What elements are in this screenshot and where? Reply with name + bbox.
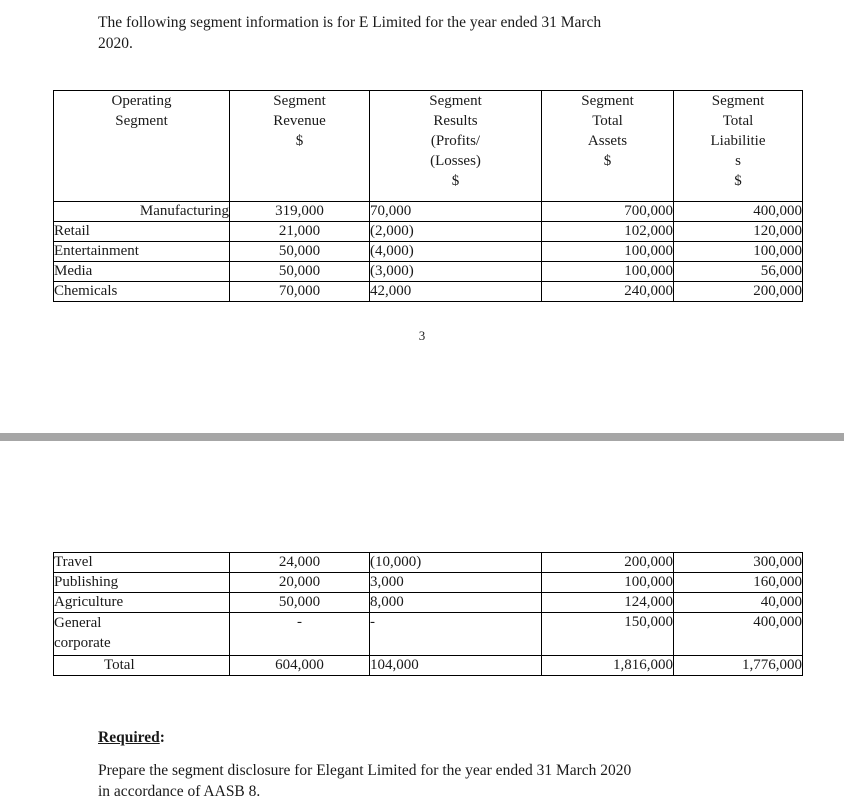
cell-segment-assets: 102,000 [542,222,674,242]
header-line: $ [603,153,612,169]
header-line: $ [734,173,742,189]
cell-total-liabilities: 1,776,000 [674,656,803,676]
header-line: $ [451,173,460,189]
cell-segment-revenue: 24,000 [230,553,370,573]
cell-total-label: Total [54,656,230,676]
cell-segment-results: (3,000) [370,262,542,282]
table-row [54,262,803,282]
cell-segment-revenue: 70,000 [230,282,370,302]
header-segment-total-liabilities [674,91,803,202]
cell-segment-name: Agriculture [54,593,230,613]
header-line: Operating [111,93,172,109]
cell-segment-assets: 124,000 [542,593,674,613]
required-body-line-1: Prepare the segment disclosure for Elegant Limited for the year ended 31 March 2020 [98,762,632,779]
cell-segment-name: Retail [54,222,230,242]
cell-segment-revenue: 20,000 [230,573,370,593]
table-row [54,202,803,222]
header-line: Liabilitie [710,133,766,149]
cell-total-results: 104,000 [370,656,542,676]
page-number: 3 [418,328,426,343]
segment-table-top [53,90,803,302]
table-row [54,553,803,573]
table-total-row [54,656,803,676]
header-line: Segment [711,93,765,109]
cell-segment-results: (4,000) [370,242,542,262]
header-line: Total [722,113,754,129]
intro-paragraph [98,12,738,54]
cell-segment-name: Manufacturing [54,202,230,222]
cell-segment-results: 70,000 [370,202,542,222]
cell-segment-liabilities: 400,000 [674,202,803,222]
header-line: Total [592,113,623,129]
required-heading-word: Required [98,729,160,746]
header-line: $ [295,133,304,149]
cell-segment-revenue: - [230,613,370,656]
header-segment-results [370,91,542,202]
cell-segment-assets: 150,000 [542,613,674,656]
cell-segment-name: Publishing [54,573,230,593]
header-line: Results [433,113,478,129]
required-heading-colon: : [159,729,165,746]
cell-segment-results: (2,000) [370,222,542,242]
cell-segment-assets: 100,000 [542,262,674,282]
cell-segment-results: 8,000 [370,593,542,613]
header-line: Segment [273,93,326,109]
header-line: Revenue [273,113,326,129]
cell-segment-assets: 200,000 [542,553,674,573]
required-body [98,760,758,802]
cell-total-assets: 1,816,000 [542,656,674,676]
cell-segment-results: 42,000 [370,282,542,302]
cell-segment-revenue: 21,000 [230,222,370,242]
cell-segment-name [54,613,230,656]
cell-total-revenue: 604,000 [230,656,370,676]
cell-segment-assets: 700,000 [542,202,674,222]
cell-segment-revenue: 50,000 [230,262,370,282]
header-segment-revenue [230,91,370,202]
required-heading [98,729,165,747]
segment-table-bottom [53,552,803,676]
header-line: (Losses) [430,153,481,169]
cell-segment-assets: 240,000 [542,282,674,302]
segment-name-line-1: General [54,615,102,631]
table-row [54,282,803,302]
cell-segment-revenue: 319,000 [230,202,370,222]
cell-segment-liabilities: 56,000 [674,262,803,282]
table-row [54,593,803,613]
table-row [54,222,803,242]
intro-line-2: 2020. [98,35,133,52]
header-line: Segment [115,113,168,129]
cell-segment-liabilities: 160,000 [674,573,803,593]
cell-segment-revenue: 50,000 [230,593,370,613]
page-break-separator [0,433,844,441]
cell-segment-assets: 100,000 [542,242,674,262]
cell-segment-liabilities: 200,000 [674,282,803,302]
header-segment-total-assets [542,91,674,202]
cell-segment-assets: 100,000 [542,573,674,593]
cell-segment-results: (10,000) [370,553,542,573]
cell-segment-liabilities: 100,000 [674,242,803,262]
cell-segment-name: Chemicals [54,282,230,302]
table-header-row [54,91,803,202]
cell-segment-liabilities: 400,000 [674,613,803,656]
cell-segment-revenue: 50,000 [230,242,370,262]
header-line: Segment [581,93,634,109]
header-line: s [735,153,741,169]
header-line: Segment [429,93,482,109]
cell-segment-name: Entertainment [54,242,230,262]
required-body-line-2: in accordance of AASB 8. [98,783,261,800]
cell-segment-results: 3,000 [370,573,542,593]
cell-segment-liabilities: 40,000 [674,593,803,613]
table-row [54,573,803,593]
header-line: Assets [587,133,628,149]
table-row [54,242,803,262]
header-operating-segment [54,91,230,202]
cell-segment-liabilities: 300,000 [674,553,803,573]
intro-line-1: The following segment information is for E Limited for the year ended 31 March [98,14,602,31]
cell-segment-name: Travel [54,553,230,573]
header-line: (Profits/ [430,133,481,149]
segment-name-line-2: corporate [54,635,111,651]
cell-segment-liabilities: 120,000 [674,222,803,242]
table-row [54,613,803,656]
cell-segment-results: - [370,613,542,656]
cell-segment-name: Media [54,262,230,282]
